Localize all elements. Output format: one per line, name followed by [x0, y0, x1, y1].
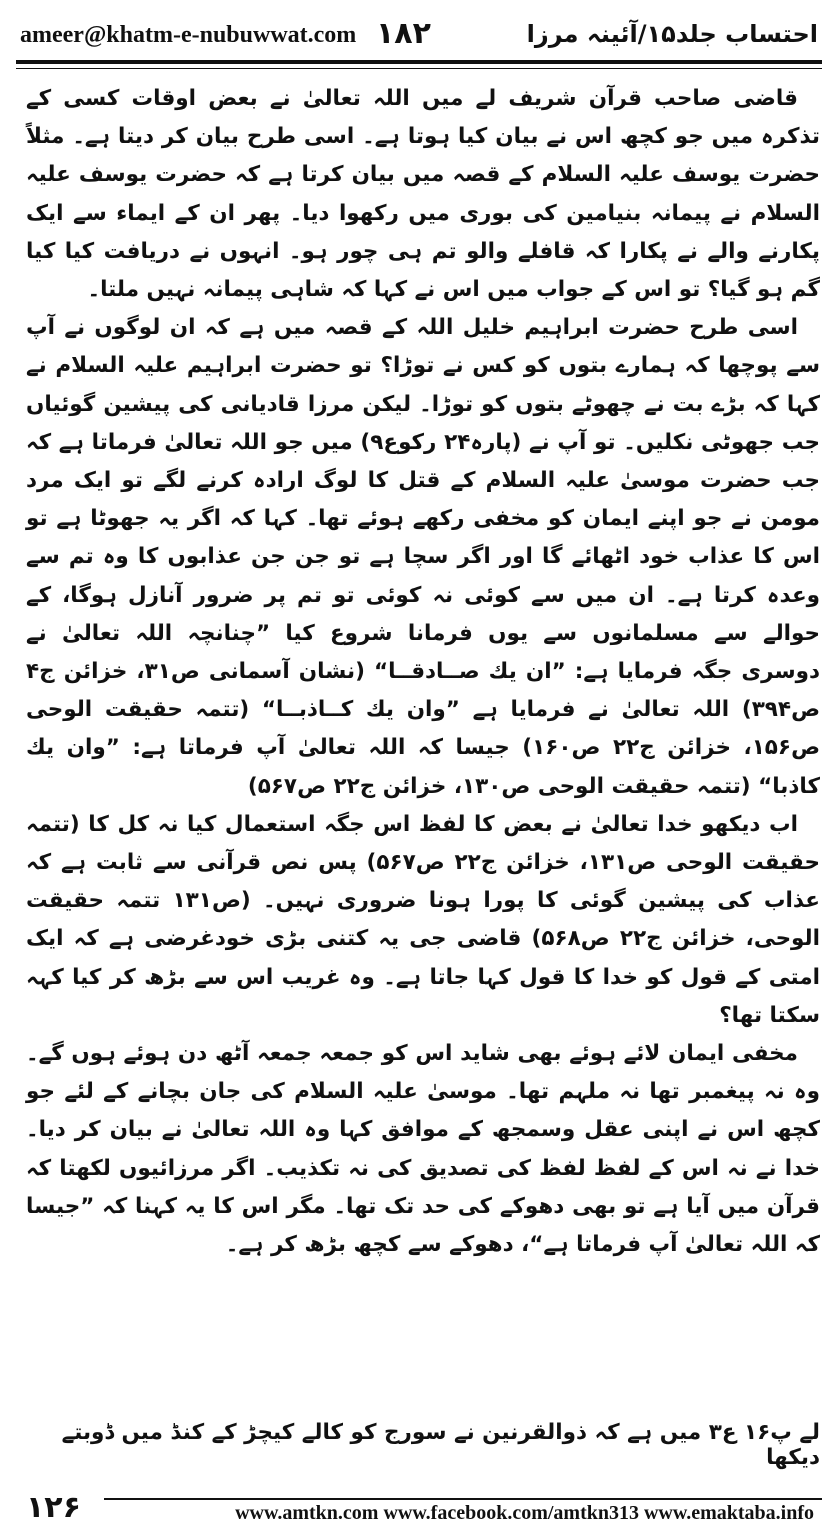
footnote: لے پ۱۶ ع۳ میں ہے کہ ذوالقرنین نے سورج کو کالے کیچڑ کے کنڈ میں ڈوبتے دیکھا: [61, 1420, 820, 1470]
header-page-number: ۱۸۲: [376, 16, 431, 51]
page-footer: [18, 1490, 822, 1526]
header-email: ameer@khatm-e-nubuwwat.com: [20, 22, 357, 48]
paragraph-1: قاضی صاحب قرآن شریف لے میں اللہ تعالیٰ نے بعض اوقات کسی کے تذکرہ میں جو کچھ اس نے بیان کیا ہوتا ہے۔ اسی طرح بیان کر دیتا ہے۔ مثلاً حضرت یوسف علیہ السلام کے قصہ میں بیان کرتا ہے کہ حضرت یوسف علیہ السلام نے پیمانہ بنیامین کی بوری میں رکھوا دیا۔ پھر ان کے ایماء سے ایک پکارنے والے نے پکارا کہ قافلے والو تم ہی چور ہو۔ انہوں نے دریافت کیا کیا گم ہو گیا؟ تو اس کے جواب میں اس نے کہا کہ شاہی پیمانہ نہیں ملتا۔: [26, 86, 820, 303]
paragraph-4: مخفی ایمان لائے ہوئے بھی شاید اس کو جمعہ جمعہ آٹھ دن ہوئے ہوں گے۔ وہ نہ پیغمبر تھا نہ ملہم تھا۔ موسیٰ علیہ السلام کی جان بچانے کے لئے جو کچھ اس نے اپنی عقل وسمجھ کے موافق کہا وہ اللہ تعالیٰ نے بیان کر دیا۔ خدا نے نہ اس کے لفظ لفظ کی تصدیق کی نہ تکذیب۔ اگر مرزائیوں لکھتا کہ قرآن میں آیا ہے تو بھی دھوکے کی حد تک تھا۔ مگر اس کا یہ کہنا کہ ”جیسا کہ اللہ تعالیٰ آپ فرماتا ہے“، دھوکے سے کچھ بڑھ کر ہے۔: [26, 1041, 820, 1258]
body-text: [26, 80, 820, 1380]
footer-rule: [104, 1498, 822, 1500]
header-rule-thin: [16, 68, 822, 69]
paragraph-2: اسی طرح حضرت ابراہیم خلیل اللہ کے قصہ میں ہے کہ ان لوگوں نے آپ سے پوچھا کہ ہمارے بتوں کو کس نے توڑا؟ تو حضرت ابراہیم علیہ السلام نے کہا کہ بڑے بت نے چھوٹے بتوں کو توڑا۔ لیکن مرزا قادیانی کی پیشین گوئیاں جب جھوٹی نکلیں۔ تو آپ نے (پارہ۲۴ رکوع۹) میں جو اللہ تعالیٰ فرماتا ہے کہ جب حضرت موسیٰ علیہ السلام کے قتل کا لوگ ارادہ کرنے لگے تو ایک مرد مومن نے جو اپنے ایمان کو مخفی رکھے ہوئے تھا۔ کہا کہ اگر یہ جھوٹا ہے تو اس کا عذاب خود اٹھائے گا اور اگر سچا ہے تو جن جن عذابوں کا وہ تم سے وعدہ کرتا ہے۔ ان میں سے کوئی نہ کوئی تو تم پر ضرور آنازل ہوگا، کے حوالے سے مسلمانوں سے یوں فرمانا شروع کیا ”چنانچہ اللہ تعالیٰ نے دوسری جگہ فرمایا ہے: ”ان یك صــادقــا“ (نشان آسمانی ص۳۱، خزائن ج۴ ص۳۹۴) اللہ تعالیٰ نے فرمایا ہے ”وان یك كــاذبــا“ (تتمہ حقیقت الوحی ص۱۵۶، خزائن ج۲۲ ص۱۶۰) جیسا کہ اللہ تعالیٰ آپ فرماتا ہے: ”وان یك كاذبا“ (تتمہ حقیقت الوحی ص۱۳۰، خزائن ج۲۲ ص۵۶۷): [26, 315, 820, 799]
paragraph-3: اب دیکھو خدا تعالیٰ نے بعض کا لفظ اس جگہ استعمال کیا نہ کل کا (تتمہ حقیقت الوحی ص۱۳۱، خزائن ج۲۲ ص۵۶۷) پس نص قرآنی سے ثابت ہے کہ عذاب کی پیشین گوئی کا پورا ہونا ضروری نہیں۔ (ص۱۳۱ تتمہ حقیقت الوحی، خزائن ج۲۲ ص۵۶۸) قاضی جی یہ کتنی بڑی خودغرضی ہے کہ ایک امتی کے قول کو خدا کا قول کہا جاتا ہے۔ وہ غریب اس سے بڑھ کر کیا کہہ سکتا تھا؟: [26, 811, 820, 1028]
footer-page-number: ۱۲۶: [26, 1490, 81, 1525]
header-rule: [16, 60, 822, 64]
footer-links: www.amtkn.com www.facebook.com/amtkn313 www.emaktaba.info: [235, 1502, 814, 1524]
header-book-title: احتساب جلد۱۵/آئینہ مرزا: [526, 20, 818, 48]
page-header: [16, 14, 822, 58]
